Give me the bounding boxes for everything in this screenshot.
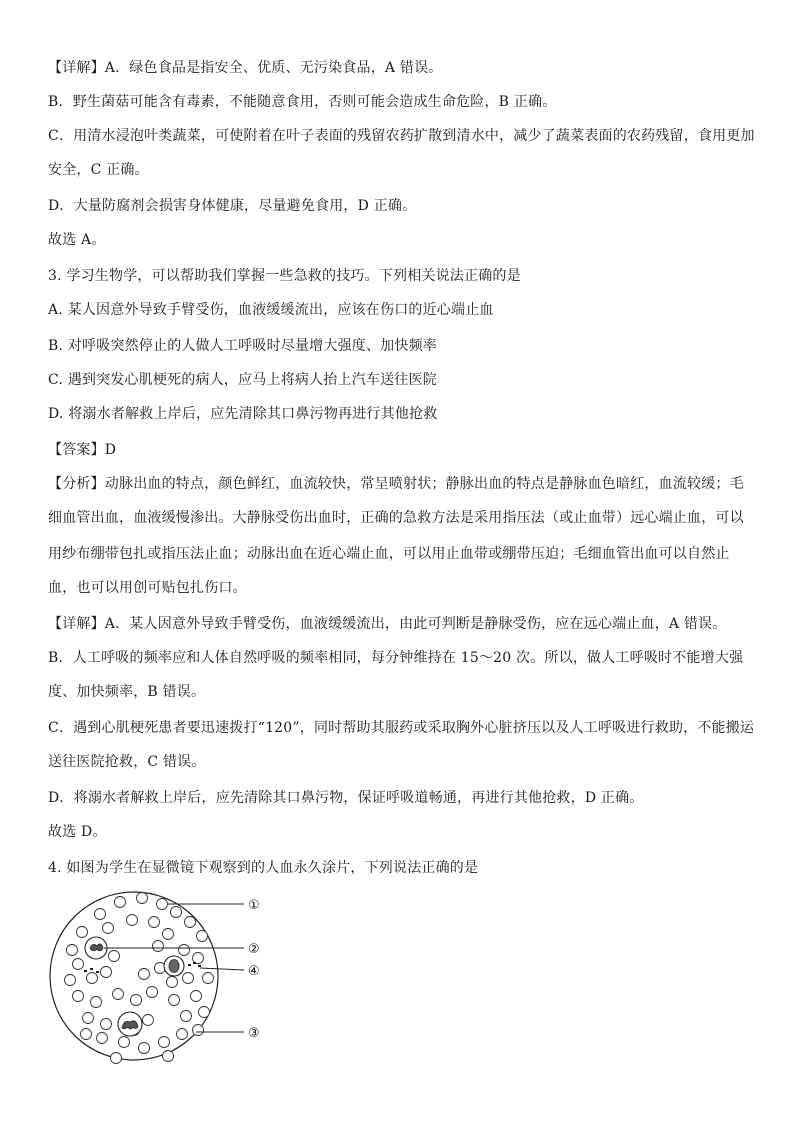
blood-smear-diagram <box>48 882 298 1072</box>
figure-labels <box>248 898 260 1041</box>
detail-line-7: 故选 D。 <box>48 824 107 840</box>
text-line-2: B．野生菌菇可能含有毒素，不能随意食用，否则可能会造成生命危险，B 正确。 <box>48 94 557 110</box>
figure-label-3: ③ <box>248 1026 260 1041</box>
question-3-option-a: A. 某人因意外导致手臂受伤，血液缓缓流出，应该在伤口的近心端止血 <box>48 302 494 318</box>
question-3-option-d: D. 将溺水者解救上岸后，应先清除其口鼻污物再进行其他抢救 <box>48 406 438 422</box>
text-line-1: 【详解】A．绿色食品是指安全、优质、无污染食品，A 错误。 <box>48 60 443 76</box>
question-3-option-b: B. 对呼吸突然停止的人做人工呼吸时尽量增大强度、加快频率 <box>48 338 437 354</box>
question-3-option-c: C. 遇到突发心肌梗死的病人，应马上将病人抬上汽车送往医院 <box>48 372 437 388</box>
analysis-line-1: 【分析】动脉出血的特点，颜色鲜红，血流较快，常呈喷射状；静脉出血的特点是静脉血色暗红，血流较缓；毛 <box>48 476 744 492</box>
detail-line-1: 【详解】A．某人因意外导致手臂受伤，血液缓缓流出，由此可判断是静脉受伤，应在远心端止血，A 错误。 <box>48 616 727 632</box>
detail-line-6: D．将溺水者解救上岸后，应先清除其口鼻污物，保证呼吸道畅通，再进行其他抢救，D 正确。 <box>48 790 644 806</box>
question-4-stem: 4. 如图为学生在显微镜下观察到的人血永久涂片，下列说法正确的是 <box>48 860 479 876</box>
blood-smear-figure <box>48 882 298 1072</box>
figure-label-1: ① <box>248 898 260 913</box>
analysis-line-2: 细血管出血，血液缓慢渗出。大静脉受伤出血时，正确的急救方法是采用指压法（或止血带）远心端止血，可以 <box>48 510 744 526</box>
answer-line: 【答案】D <box>48 442 117 458</box>
detail-line-5: 送往医院抢救，C 错误。 <box>48 754 206 770</box>
text-line-4: 安全，C 正确。 <box>48 162 149 178</box>
text-line-3: C．用清水浸泡叶类蔬菜，可使附着在叶子表面的残留农药扩散到清水中，减少了蔬菜表面的农药残留，食用更加 <box>48 128 755 144</box>
detail-line-4: C．遇到心肌梗死患者要迅速拨打“120”，同时帮助其服药或采取胸外心脏挤压以及人工呼吸进行救助，不能搬运 <box>48 720 755 736</box>
detail-line-2: B．人工呼吸的频率应和人体自然呼吸的频率相同，每分钟维持在 15～20 次。所以，做人工呼吸时不能增大强 <box>48 650 744 666</box>
analysis-line-3: 用纱布绷带包扎或指压法止血；动脉出血在近心端止血，可以用止血带或绷带压迫；毛细血管出血可以自然止 <box>48 546 730 562</box>
text-line-5: D．大量防腐剂会损害身体健康，尽量避免食用，D 正确。 <box>48 198 417 214</box>
figure-label-2: ② <box>248 942 260 957</box>
text-line-6: 故选 A。 <box>48 232 106 248</box>
figure-label-4: ④ <box>248 964 260 979</box>
analysis-line-4: 血，也可以用创可贴包扎伤口。 <box>48 580 247 596</box>
detail-line-3: 度、加快频率，B 错误。 <box>48 684 206 700</box>
question-3-stem: 3. 学习生物学，可以帮助我们掌握一些急救的技巧。下列相关说法正确的是 <box>48 268 521 284</box>
